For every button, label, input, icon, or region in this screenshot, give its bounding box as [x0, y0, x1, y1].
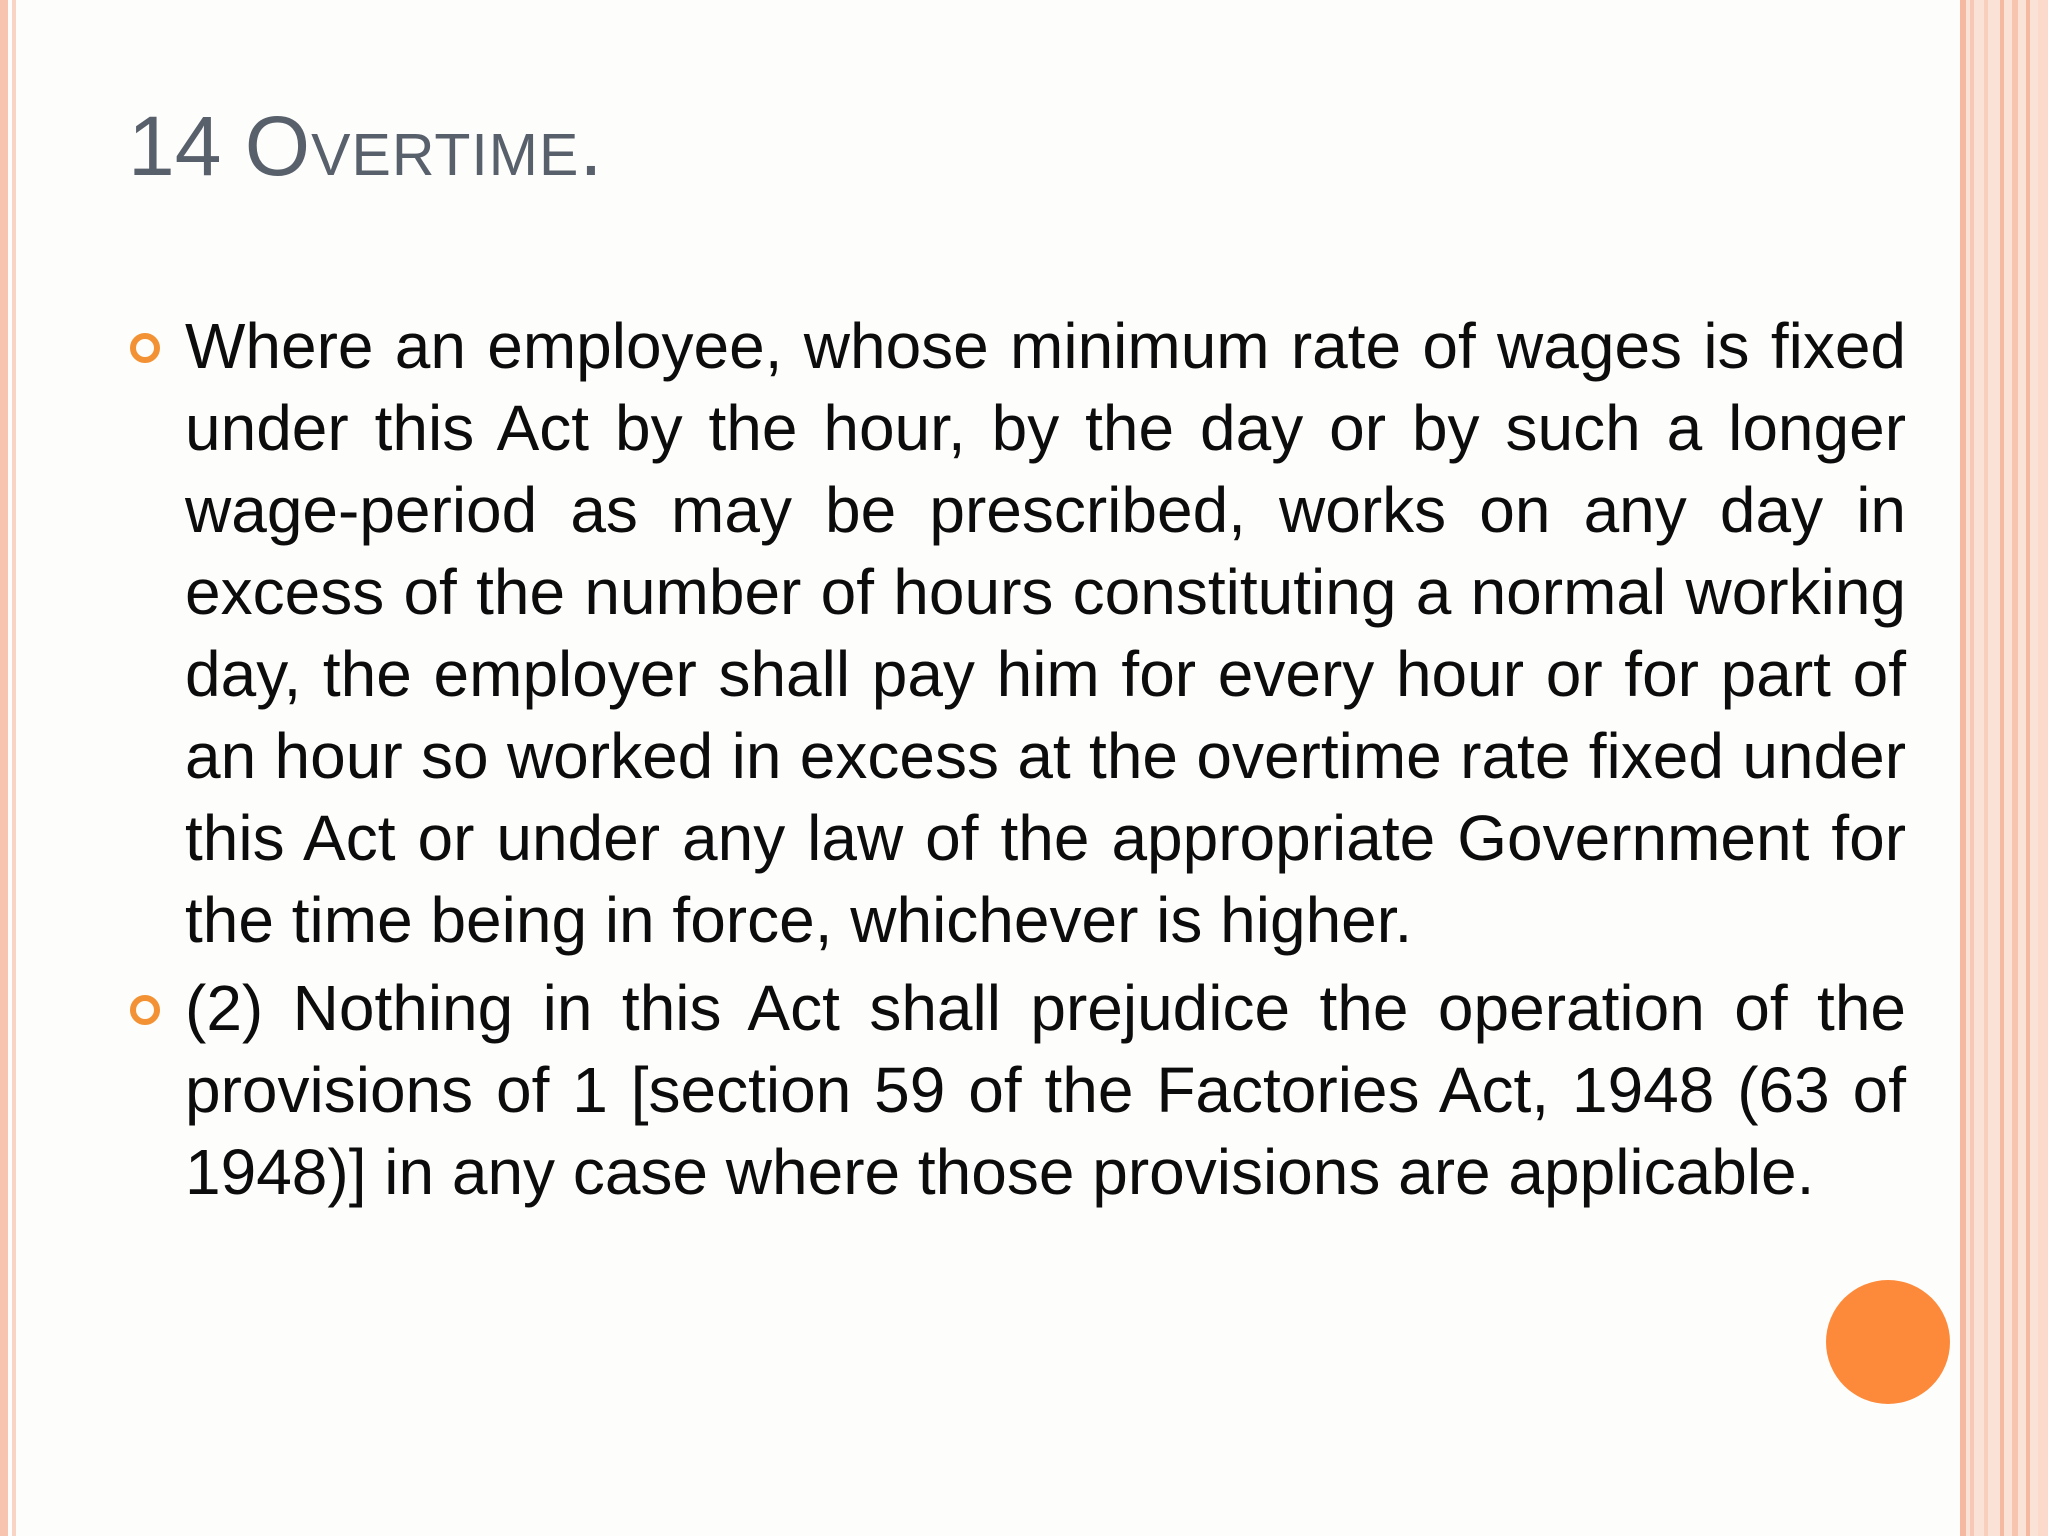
slide-title: [128, 96, 604, 196]
bullet-text: Where an employee, whose minimum rate of wages is fixed under this Act by the hour, by the day or by such a longer wage-period as may be prescribed, works on any day in excess of the number of hours constituting a normal working day, the employer shall pay him for every hour or for part of an hour so worked in excess at the overtime rate fixed under this Act or under any law of the appropriate Government for the time being in force, whichever is higher.: [185, 310, 1906, 956]
hollow-circle-bullet-icon: [130, 995, 160, 1025]
right-border-stripe: [1984, 0, 1988, 1536]
hollow-circle-bullet-icon: [130, 333, 160, 363]
bullet-text: (2) Nothing in this Act shall prejudice the operation of the provisions of 1 [section 59 of the Factories Act, 1948 (63 of 1948)] in any case where those provisions are applicable.: [185, 972, 1906, 1208]
orange-circle-decoration: [1826, 1280, 1950, 1404]
left-border-stripe: [0, 0, 8, 1536]
slide-body: [130, 305, 1906, 1219]
right-border-stripe: [2000, 0, 2004, 1536]
right-border-stripe: [1960, 0, 1966, 1536]
bullet-item: [130, 967, 1906, 1213]
title-word: Overtime.: [244, 99, 604, 193]
title-number: 14: [128, 99, 222, 193]
right-border-stripe: [2026, 0, 2030, 1536]
left-border-stripe-inner: [12, 0, 16, 1536]
right-border-stripe: [2012, 0, 2018, 1536]
right-border-stripe: [1970, 0, 1974, 1536]
bullet-item: [130, 305, 1906, 961]
right-border-stripe: [2038, 0, 2048, 1536]
